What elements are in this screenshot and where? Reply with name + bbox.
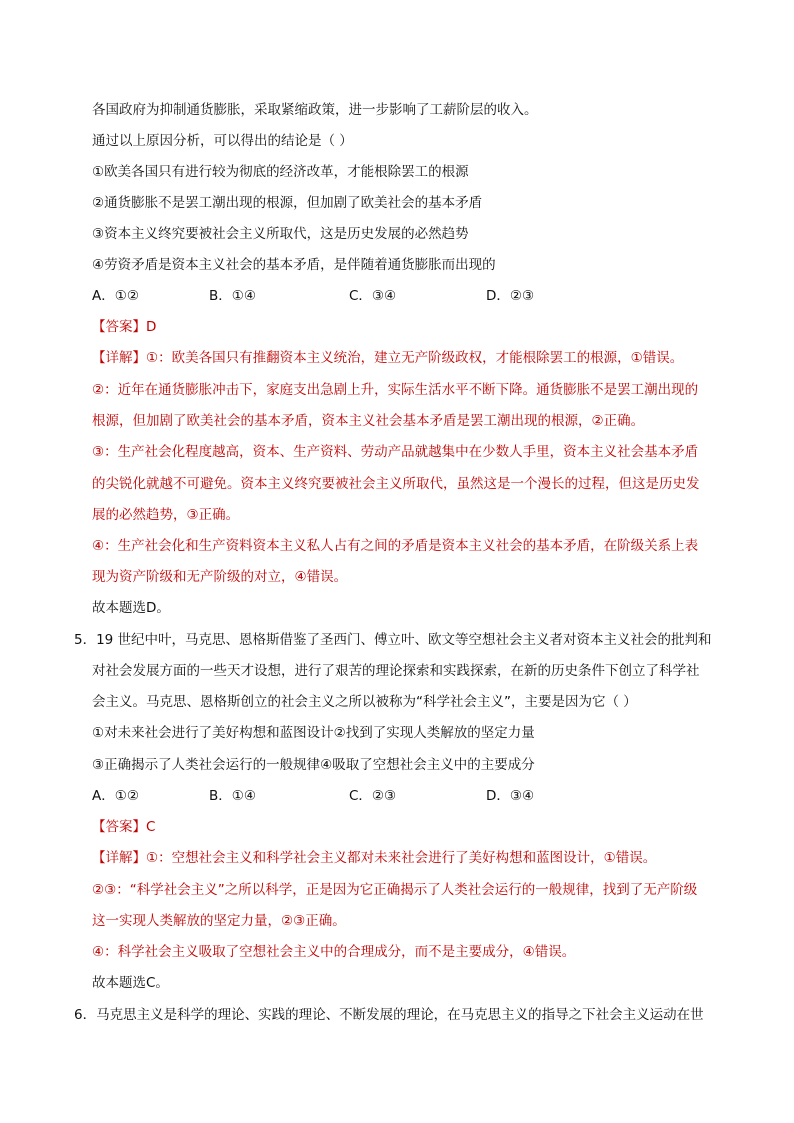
q4-option-c[interactable]: C．③④ (349, 288, 397, 304)
q4-statement-3: ③资本主义终究要被社会主义所取代，这是历史发展的必然趋势 (92, 226, 469, 242)
q4-option-b[interactable]: B．①④ (209, 288, 256, 304)
q5-explanation-line-2: ②③：“科学社会主义”之所以科学，正是因为它正确揭示了人类社会运行的一般规律，找到了无产阶级 (92, 882, 698, 898)
q4-option-d[interactable]: D．②③ (486, 288, 535, 304)
q5-stem-line-3: 会主义。马克思、恩格斯创立的社会主义之所以被称为“科学社会主义”，主要是因为它（ ） (92, 694, 637, 710)
q4-explanation-line-6: 展的必然趋势，③正确。 (92, 507, 240, 523)
q5-option-d[interactable]: D．③④ (486, 788, 535, 804)
q4-stem-tail: 各国政府为抑制通货膨胀，采取紧缩政策，进一步影响了工薪阶层的收入。 (92, 102, 538, 118)
q5-explanation-line-1: 【详解】①：空想社会主义和科学社会主义都对未来社会进行了美好构想和蓝图设计，①错误。 (92, 850, 657, 866)
q4-statement-1: ①欧美各国只有进行较为彻底的经济改革，才能根除罢工的根源 (92, 164, 469, 180)
q5-conclusion: 故本题选C。 (92, 975, 169, 991)
q4-explanation-line-4: ③：生产社会化程度越高，资本、生产资料、劳动产品就越集中在少数人手里，资本主义社会基本矛盾 (92, 444, 699, 460)
q4-explanation-line-1: 【详解】①：欧美各国只有推翻资本主义统治，建立无产阶级政权，才能根除罢工的根源，①错误。 (92, 350, 684, 366)
q5-explanation-line-3: 这一实现人类解放的坚定力量，②③正确。 (92, 913, 346, 929)
q4-statement-2: ②通货膨胀不是罢工潮出现的根源，但加剧了欧美社会的基本矛盾 (92, 195, 483, 211)
q4-option-a[interactable]: A．①② (92, 288, 139, 304)
q5-explanation-line-4: ④：科学社会主义吸取了空想社会主义中的合理成分，而不是主要成分，④错误。 (92, 944, 576, 960)
q5-statement-2: ③正确揭示了人类社会运行的一般规律④吸取了空想社会主义中的主要成分 (92, 757, 535, 773)
q4-explanation-line-2: ②：近年在通货膨胀冲击下，家庭支出急剧上升，实际生活水平不断下降。通货膨胀不是罢工潮出现的 (92, 382, 699, 398)
q4-explanation-line-3: 根源，但加剧了欧美社会的基本矛盾，资本主义社会基本矛盾是罢工潮出现的根源，②正确。 (92, 413, 645, 429)
q4-conclusion: 故本题选D。 (92, 600, 170, 616)
q4-answer: 【答案】D (92, 319, 157, 335)
q5-stem-line-2: 对社会发展方面的一些天才设想，进行了艰苦的理论探索和实践探索，在新的历史条件下创立了科学社 (92, 663, 700, 679)
q5-answer: 【答案】C (92, 819, 156, 835)
q4-explanation-line-7: ④：生产社会化和生产资料资本主义私人占有之间的矛盾是资本主义社会的基本矛盾，在阶级关系上表 (92, 538, 699, 554)
q5-option-c[interactable]: C．②③ (349, 788, 397, 804)
q4-prompt: 通过以上原因分析，可以得出的结论是（ ） (92, 133, 353, 149)
q5-option-b[interactable]: B．①④ (209, 788, 256, 804)
q4-explanation-line-5: 的尖锐化就越不可避免。资本主义终究要被社会主义所取代，虽然这是一个漫长的过程，但这是历史发 (92, 476, 700, 492)
q5-option-a[interactable]: A．①② (92, 788, 139, 804)
q6-stem-start: 6．马克思主义是科学的理论、实践的理论、不断发展的理论，在马克思主义的指导之下社会主义运动在世 (74, 1007, 704, 1023)
q5-statement-1: ①对未来社会进行了美好构想和蓝图设计②找到了实现人类解放的坚定力量 (92, 725, 535, 741)
q4-statement-4: ④劳资矛盾是资本主义社会的基本矛盾，是伴随着通货膨胀而出现的 (92, 257, 496, 273)
q4-explanation-line-8: 现为资产阶级和无产阶级的对立，④错误。 (92, 569, 348, 585)
q5-stem-line-1: 5．19 世纪中叶，马克思、恩格斯借鉴了圣西门、傅立叶、欧文等空想社会主义者对资本主义社会的批判和 (74, 632, 712, 648)
